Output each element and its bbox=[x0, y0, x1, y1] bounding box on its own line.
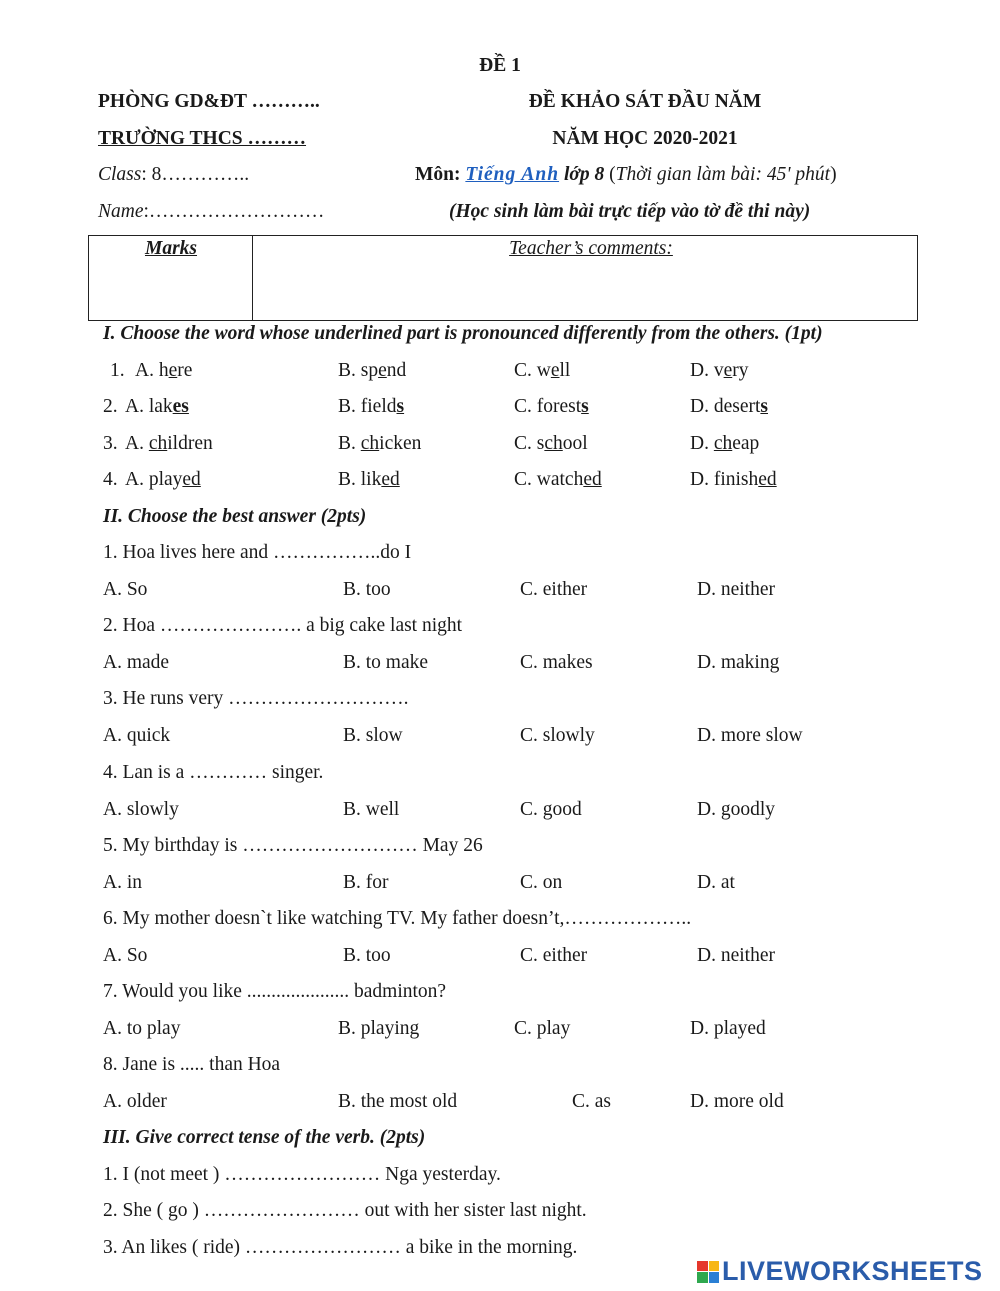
s2-option-a[interactable]: A. in bbox=[103, 872, 142, 893]
section3-heading: III. Give correct tense of the verb. (2pts) bbox=[103, 1127, 426, 1148]
marks-label: Marks bbox=[144, 238, 198, 259]
s1-underlined-part: ed bbox=[381, 469, 400, 490]
s2-option-b[interactable]: B. too bbox=[343, 579, 391, 600]
s2-question: 2. Hoa …………………. a big cake last night bbox=[103, 615, 463, 636]
s2-question: 4. Lan is a ………… singer. bbox=[103, 762, 324, 783]
subject-grade: lớp 8 bbox=[559, 164, 605, 185]
instruction: (Học sinh làm bài trực tiếp vào tờ đề thi này) bbox=[449, 201, 811, 222]
s1-option-b[interactable] bbox=[338, 396, 404, 418]
s2-option-b[interactable]: B. well bbox=[343, 799, 400, 820]
s1-option-text: D. desert bbox=[690, 396, 761, 417]
s1-option-text: ool bbox=[562, 433, 588, 454]
s2-question: 6. My mother doesn`t like watching TV. My father doesn’t,……………….. bbox=[103, 908, 692, 929]
s1-underlined-part: ed bbox=[182, 469, 201, 490]
subject-line bbox=[415, 164, 837, 186]
logo-square-red bbox=[697, 1261, 708, 1272]
s1-option-d[interactable] bbox=[690, 433, 759, 455]
s1-option-b[interactable] bbox=[338, 469, 400, 491]
s1-underlined-part: ch bbox=[148, 433, 168, 454]
s2-option-c[interactable]: C. either bbox=[520, 945, 588, 966]
s3-item: 3. An likes ( ride) …………………… a bike in the morning. bbox=[103, 1237, 578, 1258]
s2-option-a[interactable]: A. to play bbox=[103, 1018, 181, 1039]
s1-option-text: ildren bbox=[167, 433, 213, 454]
s1-option-text: B. field bbox=[338, 396, 397, 417]
s1-underlined-part: e bbox=[550, 360, 560, 381]
s1-option-text: D. v bbox=[690, 360, 724, 381]
s1-option-text: eap bbox=[732, 433, 760, 454]
s2-option-c[interactable]: C. good bbox=[520, 799, 582, 820]
s2-option-b[interactable]: B. slow bbox=[343, 725, 403, 746]
s2-option-b[interactable]: B. too bbox=[343, 945, 391, 966]
s2-option-b[interactable]: B. the most old bbox=[338, 1091, 458, 1112]
s1-option-text: ll bbox=[559, 360, 571, 381]
time-text: Thời gian làm bài: 45' phút bbox=[615, 164, 831, 185]
s1-option-text: D. bbox=[690, 433, 714, 454]
s1-option-d[interactable] bbox=[690, 469, 777, 491]
s2-option-c[interactable]: C. on bbox=[520, 872, 563, 893]
s1-option-text: ry bbox=[732, 360, 749, 381]
s3-item: 2. She ( go ) …………………… out with her sister last night. bbox=[103, 1200, 587, 1221]
s1-option-b[interactable] bbox=[338, 433, 421, 455]
s2-option-d[interactable]: D. more old bbox=[690, 1091, 784, 1112]
s1-option-text: nd bbox=[386, 360, 407, 381]
s1-question-number: 1. bbox=[110, 360, 125, 381]
s1-option-a[interactable] bbox=[135, 360, 192, 382]
s1-option-text: A. lak bbox=[125, 396, 173, 417]
class-line bbox=[98, 164, 249, 186]
s1-option-text: B. bbox=[338, 433, 361, 454]
section1-heading: I. Choose the word whose underlined part is pronounced differently from the others. (1pt) bbox=[103, 323, 823, 344]
logo-square-green bbox=[697, 1272, 708, 1283]
s1-option-text: C. s bbox=[514, 433, 545, 454]
s2-option-a[interactable]: A. made bbox=[103, 652, 170, 673]
s1-underlined-part: ch bbox=[360, 433, 380, 454]
s1-question-number: 4. bbox=[103, 469, 118, 490]
liveworksheets-mark-icon bbox=[697, 1261, 719, 1283]
s2-option-a[interactable]: A. So bbox=[103, 945, 148, 966]
s1-option-a[interactable] bbox=[125, 433, 213, 455]
s1-option-text: B. sp bbox=[338, 360, 379, 381]
s1-underlined-part: e bbox=[168, 360, 178, 381]
subject-prefix: Môn: bbox=[415, 164, 466, 185]
s1-underlined-part: ch bbox=[544, 433, 563, 454]
s1-underlined-part: ed bbox=[758, 469, 777, 490]
s1-option-text: re bbox=[177, 360, 193, 381]
s1-option-c[interactable] bbox=[514, 433, 588, 455]
liveworksheets-logo bbox=[697, 1256, 983, 1287]
name-label: Name bbox=[98, 201, 144, 222]
s1-option-c[interactable] bbox=[514, 396, 589, 418]
class-value: : 8………….. bbox=[141, 164, 250, 185]
s1-underlined-part: s bbox=[396, 396, 405, 417]
name-line bbox=[98, 201, 324, 223]
s2-option-c[interactable]: C. as bbox=[572, 1091, 611, 1112]
s1-underlined-part: e bbox=[378, 360, 387, 381]
s2-option-c[interactable]: C. slowly bbox=[520, 725, 595, 746]
s2-option-a[interactable]: A. So bbox=[103, 579, 148, 600]
s1-option-text: C. watch bbox=[514, 469, 584, 490]
s1-underlined-part: ed bbox=[583, 469, 602, 490]
school-year: NĂM HỌC 2020-2021 bbox=[552, 128, 738, 149]
s2-question: 5. My birthday is ……………………… May 26 bbox=[103, 835, 483, 856]
s2-option-a[interactable]: A. slowly bbox=[103, 799, 179, 820]
exam-number: ĐỀ 1 bbox=[479, 55, 521, 76]
s1-underlined-part: s bbox=[760, 396, 768, 417]
s1-underlined-part: es bbox=[172, 396, 189, 417]
logo-square-yellow bbox=[709, 1261, 720, 1272]
s1-underlined-part: ch bbox=[713, 433, 733, 454]
s2-question: 3. He runs very ………………………. bbox=[103, 688, 409, 709]
s2-option-d[interactable]: D. making bbox=[697, 652, 780, 673]
s2-option-d[interactable]: D. played bbox=[690, 1018, 766, 1039]
s2-question: 8. Jane is ..... than Hoa bbox=[103, 1054, 281, 1075]
department-line: PHÒNG GD&ĐT ……….. bbox=[98, 91, 320, 112]
liveworksheets-text: LIVEWORKSHEETS bbox=[722, 1256, 983, 1286]
s2-option-d[interactable]: D. more slow bbox=[697, 725, 803, 746]
s1-option-text: icken bbox=[379, 433, 422, 454]
s1-question-number: 2. bbox=[103, 396, 118, 417]
s2-question: 7. Would you like ..................... badminton? bbox=[103, 981, 447, 1002]
s1-option-text: C. w bbox=[514, 360, 551, 381]
s1-question-number: 3. bbox=[103, 433, 118, 454]
s2-option-a[interactable]: A. quick bbox=[103, 725, 171, 746]
s2-option-d[interactable]: D. at bbox=[697, 872, 735, 893]
s3-item: 1. I (not meet ) …………………… Nga yesterday. bbox=[103, 1164, 501, 1185]
s1-option-text: A. bbox=[125, 433, 149, 454]
s1-option-c[interactable] bbox=[514, 360, 570, 382]
s1-option-text: C. forest bbox=[514, 396, 582, 417]
s2-option-d[interactable]: D. neither bbox=[697, 945, 775, 966]
s1-option-text: A. play bbox=[125, 469, 183, 490]
s2-question: 1. Hoa lives here and ……………..do I bbox=[103, 542, 412, 563]
exam-title: ĐỀ KHẢO SÁT ĐẦU NĂM bbox=[528, 91, 762, 112]
s2-option-d[interactable]: D. goodly bbox=[697, 799, 775, 820]
school-line: TRƯỜNG THCS ……… bbox=[98, 128, 307, 149]
s1-option-b[interactable] bbox=[338, 360, 406, 382]
s2-option-b[interactable]: B. to make bbox=[343, 652, 429, 673]
s2-option-a[interactable]: A. older bbox=[103, 1091, 167, 1112]
s1-underlined-part: e bbox=[723, 360, 733, 381]
s1-option-d[interactable] bbox=[690, 360, 749, 382]
class-label: Class bbox=[98, 164, 142, 185]
section2-heading: II. Choose the best answer (2pts) bbox=[103, 506, 367, 527]
s2-option-b[interactable]: B. for bbox=[343, 872, 389, 893]
s1-underlined-part: s bbox=[581, 396, 589, 417]
s2-option-c[interactable]: C. either bbox=[520, 579, 588, 600]
s1-option-d[interactable] bbox=[690, 396, 768, 418]
s1-option-a[interactable] bbox=[125, 396, 189, 418]
s2-option-b[interactable]: B. playing bbox=[338, 1018, 420, 1039]
time-open: ( bbox=[604, 164, 616, 185]
name-value: :……………………… bbox=[143, 201, 325, 222]
s2-option-c[interactable]: C. makes bbox=[520, 652, 593, 673]
teacher-comments-label: Teacher’s comments: bbox=[509, 238, 673, 259]
s1-option-text: D. finish bbox=[690, 469, 759, 490]
s2-option-c[interactable]: C. play bbox=[514, 1018, 571, 1039]
logo-square-blue bbox=[709, 1272, 720, 1283]
s1-option-c[interactable] bbox=[514, 469, 602, 491]
time-close: ) bbox=[830, 164, 837, 185]
subject-link[interactable]: Tiếng Anh bbox=[465, 164, 560, 185]
s1-option-a[interactable] bbox=[125, 469, 201, 491]
s1-option-text: A. h bbox=[135, 360, 169, 381]
s1-option-text: B. lik bbox=[338, 469, 382, 490]
s2-option-d[interactable]: D. neither bbox=[697, 579, 775, 600]
